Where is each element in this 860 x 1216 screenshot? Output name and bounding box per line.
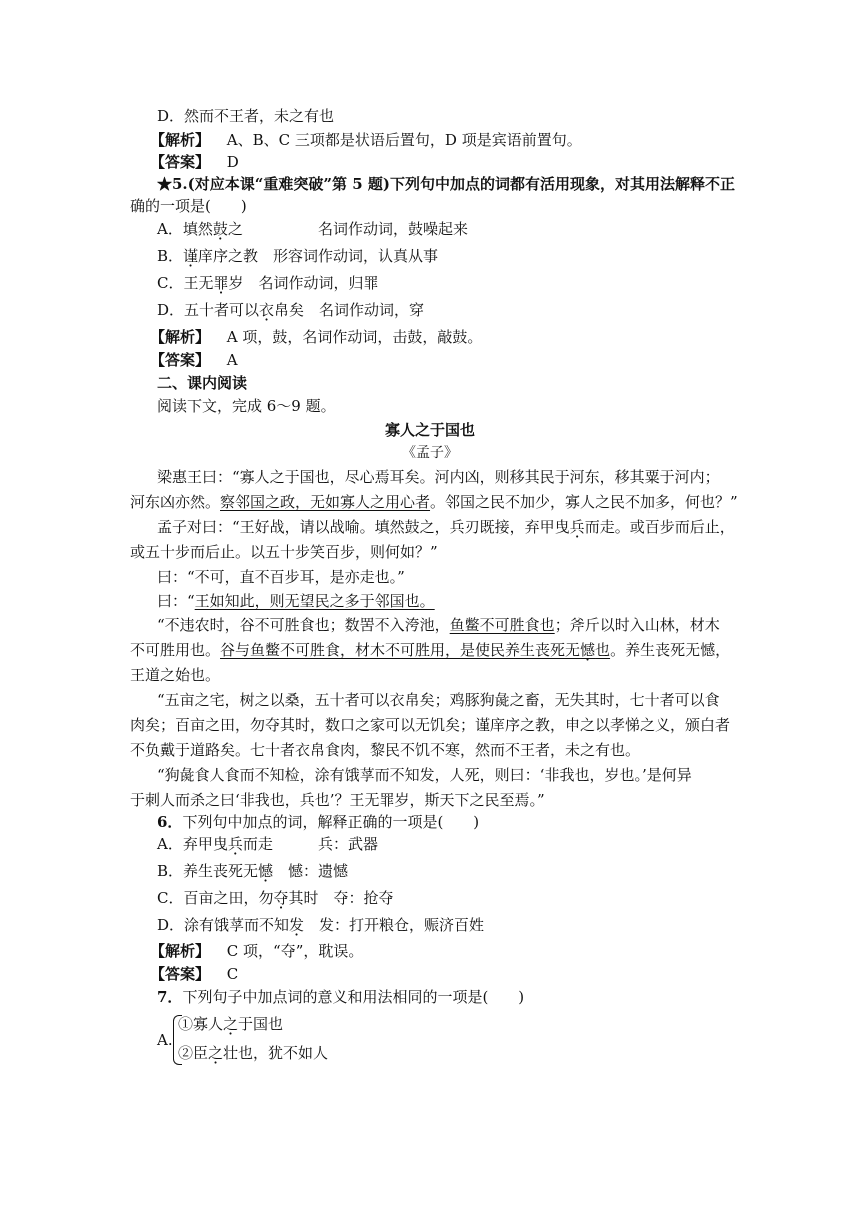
question-6	[157, 812, 479, 832]
answer-text: D	[226, 153, 239, 171]
q7-a-sentence-1	[178, 1014, 283, 1034]
q5-c-pre: C．王无	[157, 274, 214, 292]
answer-row	[150, 350, 238, 370]
p5-text-tail: 。养生丧死无憾，	[610, 641, 731, 659]
passage-p2-l2: 或五十步而后止。以五十步笑百步，则何如？”	[130, 543, 438, 561]
passage-p6-l2: 肉矣；百亩之田，勿夺其时，数口之家可以无饥矣；谨庠序之教，申之以孝悌之义，颁白者	[130, 716, 731, 734]
instructions: 阅读下文，完成 6～9 题。	[157, 397, 336, 415]
q5-option-d	[157, 300, 424, 320]
q6-a-post: 而走	[242, 835, 273, 853]
q6-option-c	[157, 888, 394, 908]
answer-row	[150, 964, 238, 984]
q7-a1-dotted: 之	[223, 1015, 239, 1033]
answer-text: A	[226, 351, 238, 369]
answer-text: C	[226, 965, 239, 983]
passage-p7-l1: “狗彘食人食而不知检，涂有饿莩而不知发，人死，则曰：‘非我也，岁也。’是何异	[157, 766, 692, 784]
analysis-label: 【解析】	[150, 328, 211, 346]
analysis-row	[150, 130, 582, 150]
q6-b-post: 憾：遗憾	[273, 862, 349, 880]
passage-p5-l3: 王道之始也。	[130, 666, 221, 684]
question-5-line-1: ★5.(对应本课“重难突破”第 5 题)下列句中加点的词都有活用现象，对其用法解释不正	[157, 175, 735, 193]
answer-label: 【答案】	[150, 965, 211, 983]
q6-c-post: 其时 夺：抢夺	[288, 889, 394, 907]
analysis-text: A、B、C 三项都是状语后置句，D 项是宾语前置句。	[226, 131, 582, 149]
q6-d-dotted: 发	[289, 916, 305, 934]
q5-option-b	[157, 246, 438, 266]
q5-a-dotted: 鼓	[212, 220, 228, 238]
answer-label: 【答案】	[150, 153, 211, 171]
q6-option-a-explanation: 兵：武器	[318, 835, 379, 853]
question-6-text: 下列句中加点的词，解释正确的一项是( )	[182, 813, 480, 831]
analysis-text: A 项，鼓，名词作动词，击鼓，敲鼓。	[226, 328, 483, 346]
passage-p6-l3: 不负戴于道路矣。七十者衣帛食肉，黎民不饥不寒，然而不王者，未之有也。	[130, 741, 641, 759]
q6-option-a	[157, 834, 273, 854]
question-7	[157, 987, 524, 1007]
p2-dotted: 兵	[569, 518, 585, 536]
q7-a2-dotted: 之	[208, 1044, 224, 1062]
q5-b-dotted: 谨	[183, 247, 199, 265]
answer-row	[150, 152, 239, 172]
p4-underlined: 王如知此，则无望民之多于邻国也。	[194, 592, 435, 610]
q5-a-post: 之	[227, 220, 243, 238]
passage-p5-l2	[130, 640, 730, 660]
q7-a2-post: 壮也，犹不如人	[223, 1044, 329, 1062]
q6-option-b	[157, 861, 348, 881]
p5-underlined-dotted: 憾	[580, 641, 596, 659]
q5-d-post: 帛矣 名词作动词，穿	[274, 301, 425, 319]
q5-b-post: 庠序之教 形容词作动词，认真从事	[198, 247, 439, 265]
q6-d-pre: D．涂有饿莩而不知	[157, 916, 290, 934]
passage-p1-l2	[130, 492, 738, 512]
passage-p5-l1	[157, 615, 720, 635]
question-7-number: 7．	[157, 988, 183, 1006]
question-6-number: 6．	[157, 813, 183, 831]
p5-underlined: 谷与鱼鳖不可胜食，材木不可胜用，是使民养生丧死无	[220, 641, 581, 659]
analysis-row	[150, 941, 363, 961]
p5-text: 不可胜用也。	[130, 641, 221, 659]
analysis-label: 【解析】	[150, 131, 211, 149]
p5-text-tail: ；斧斤以时入山林，材木	[554, 616, 720, 634]
passage-author: 《孟子》	[402, 445, 458, 461]
q7-a-sentence-2	[178, 1043, 328, 1063]
q5-d-pre: D．五十者可以	[157, 301, 260, 319]
q6-d-post: 发：打开粮仓，赈济百姓	[304, 916, 485, 934]
q5-option-c	[157, 273, 379, 293]
question-5-line-2: 确的一项是( )	[130, 197, 247, 215]
q7-option-a-label: A.	[157, 1031, 173, 1049]
passage-p3: 曰：“不可，直不百步耳，是亦走也。”	[157, 568, 405, 586]
section-heading: 二、课内阅读	[157, 374, 248, 392]
q7-a1-post: 于国也	[238, 1015, 284, 1033]
passage-title: 寡人之于国也	[384, 421, 475, 439]
p2-text-tail: 而走。或百步而后止，	[584, 518, 735, 536]
q6-option-d	[157, 915, 484, 935]
p1-text-tail: 。邻国之民不加少，寡人之民不加多，何也？”	[430, 493, 738, 511]
passage-p7-l2: 于刺人而杀之曰‘非我也，兵也’？王无罪岁，斯天下之民至焉。”	[130, 791, 545, 809]
q6-a-dotted: 兵	[227, 835, 243, 853]
q7-a2-pre: ②臣	[178, 1044, 209, 1062]
q6-b-dotted: 憾	[258, 862, 274, 880]
q5-a-pre: A．填然	[157, 220, 213, 238]
analysis-text: C 项，“夺”，耽误。	[226, 942, 364, 960]
p5-underlined: 鱼鳖不可胜食也	[449, 616, 555, 634]
q5-option-a	[157, 219, 243, 239]
p1-text: 河东凶亦然。	[130, 493, 221, 511]
passage-p4	[157, 591, 435, 611]
p1-underlined: 察邻国之政，无如寡人之用心者	[220, 493, 431, 511]
q5-c-dotted: 罪	[213, 274, 229, 292]
analysis-label: 【解析】	[150, 942, 211, 960]
q7-a1-pre: ①寡人	[178, 1015, 224, 1033]
q6-c-dotted: 夺	[273, 889, 289, 907]
q6-c-pre: C．百亩之田，勿	[157, 889, 274, 907]
p4-text: 曰：“	[157, 592, 195, 610]
option-d-text: D．然而不王者，未之有也	[157, 107, 335, 125]
q5-d-dotted: 衣	[259, 301, 275, 319]
p5-underlined-tail: 也	[595, 641, 611, 659]
q5-option-a-explanation: 名词作动词，鼓噪起来	[318, 220, 469, 238]
q5-b-pre: B．	[157, 247, 184, 265]
analysis-row	[150, 327, 482, 347]
answer-label: 【答案】	[150, 351, 211, 369]
passage-p2-l1	[157, 517, 735, 537]
q6-b-pre: B．养生丧死无	[157, 862, 259, 880]
question-7-text: 下列句子中加点词的意义和用法相同的一项是( )	[182, 988, 525, 1006]
q6-a-pre: A．弃甲曳	[157, 835, 228, 853]
p5-text: “不违农时，谷不可胜食也；数罟不入洿池，	[157, 616, 450, 634]
passage-p1-l1: 梁惠王曰：“寡人之于国也，尽心焉耳矣。河内凶，则移其民于河东，移其粟于河内；	[157, 468, 720, 486]
passage-p6-l1: “五亩之宅，树之以桑，五十者可以衣帛矣；鸡豚狗彘之畜，无失其时，七十者可以食	[157, 691, 720, 709]
p2-text: 孟子对曰：“王好战，请以战喻。填然鼓之，兵刃既接，弃甲曳	[157, 518, 570, 536]
q5-c-post: 岁 名词作动词，归罪	[228, 274, 379, 292]
